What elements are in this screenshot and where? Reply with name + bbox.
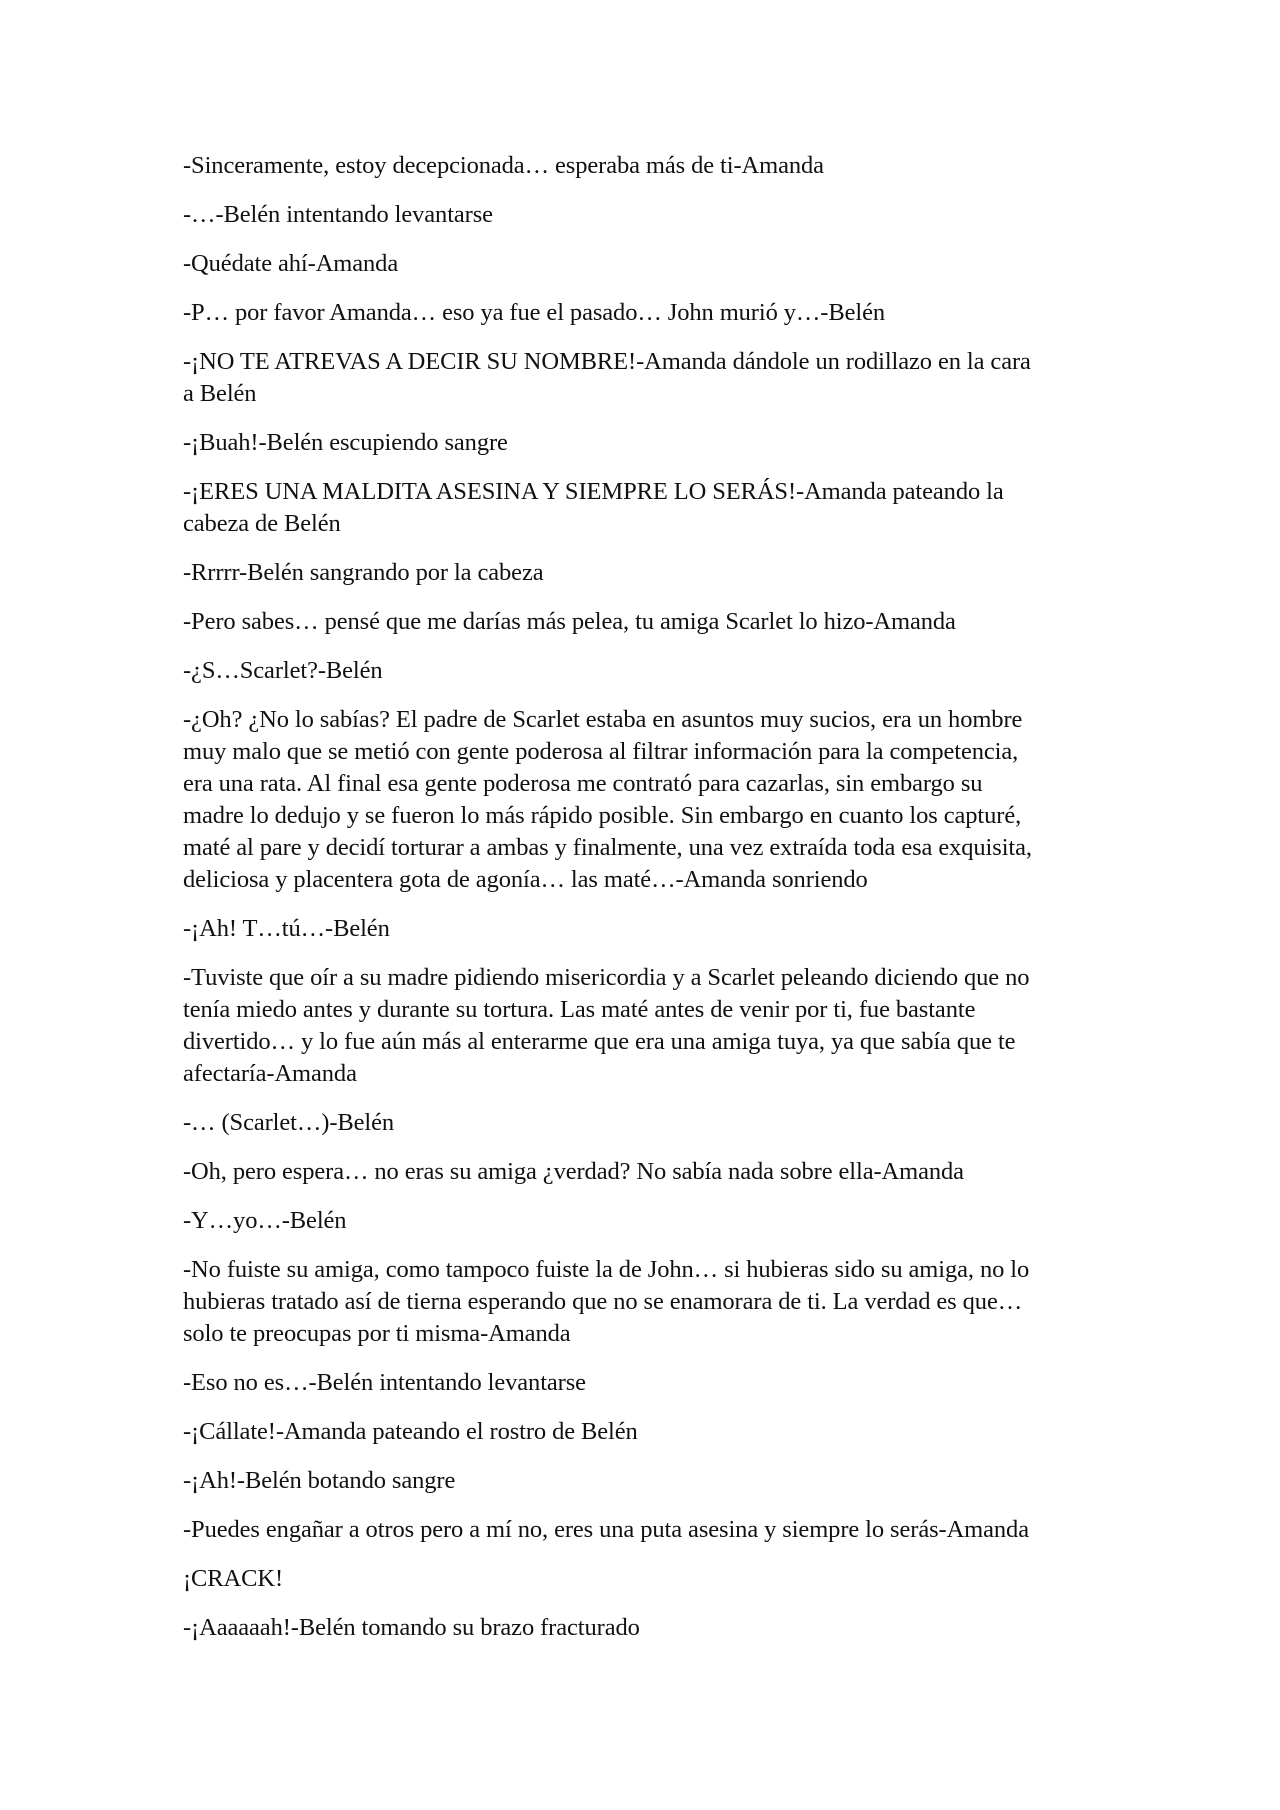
dialogue-paragraph (183, 704, 1103, 896)
text-line: -¡Ah!-Belén botando sangre (183, 1467, 456, 1494)
text-line: hubieras tratado así de tierna esperando que no se enamorara de ti. La verdad es que… (183, 1288, 1023, 1315)
text-line: -¡Cállate!-Amanda pateando el rostro de Belén (183, 1418, 638, 1445)
text-line: -Quédate ahí-Amanda (183, 250, 399, 277)
text-line: -Tuviste que oír a su madre pidiendo misericordia y a Scarlet peleando diciendo que no (183, 964, 1030, 991)
dialogue-paragraph (183, 1465, 1103, 1497)
dialogue-paragraph (183, 606, 1103, 638)
dialogue-paragraph (183, 427, 1103, 459)
text-line: era una rata. Al final esa gente poderosa me contrató para cazarlas, sin embargo su (183, 770, 983, 797)
text-line: maté al pare y decidí torturar a ambas y finalmente, una vez extraída toda esa exquisita, (183, 834, 1032, 861)
text-line: -Puedes engañar a otros pero a mí no, eres una puta asesina y siempre lo serás-Amanda (183, 1516, 1029, 1543)
dialogue-paragraph (183, 150, 1103, 182)
text-line: -… (Scarlet…)-Belén (183, 1109, 395, 1136)
text-line: -¡Aaaaaah!-Belén tomando su brazo fracturado (183, 1614, 640, 1641)
dialogue-paragraph (183, 962, 1103, 1090)
dialogue-paragraph (183, 1254, 1103, 1350)
text-line: -Pero sabes… pensé que me darías más pelea, tu amiga Scarlet lo hizo-Amanda (183, 608, 956, 635)
dialogue-paragraph (183, 1367, 1103, 1399)
document-body (183, 150, 1103, 1661)
text-line: divertido… y lo fue aún más al enterarme que era una amiga tuya, ya que sabía que te (183, 1028, 1016, 1055)
dialogue-paragraph (183, 1107, 1103, 1139)
text-line: -¡Ah! T…tú…-Belén (183, 915, 390, 942)
dialogue-paragraph (183, 655, 1103, 687)
text-line: tenía miedo antes y durante su tortura. Las maté antes de venir por ti, fue bastante (183, 996, 976, 1023)
text-line: cabeza de Belén (183, 510, 341, 537)
text-line: -Y…yo…-Belén (183, 1207, 347, 1234)
dialogue-paragraph (183, 1612, 1103, 1644)
dialogue-paragraph (183, 297, 1103, 329)
text-line: -Oh, pero espera… no eras su amiga ¿verdad? No sabía nada sobre ella-Amanda (183, 1158, 964, 1185)
dialogue-paragraph (183, 1156, 1103, 1188)
text-line: deliciosa y placentera gota de agonía… las maté…-Amanda sonriendo (183, 866, 868, 893)
text-line: afectaría-Amanda (183, 1060, 357, 1087)
dialogue-paragraph (183, 913, 1103, 945)
dialogue-paragraph (183, 1205, 1103, 1237)
dialogue-paragraph (183, 1514, 1103, 1546)
text-line: madre lo dedujo y se fueron lo más rápido posible. Sin embargo en cuanto los capturé, (183, 802, 1022, 829)
dialogue-paragraph (183, 557, 1103, 589)
text-line: a Belén (183, 380, 257, 407)
dialogue-paragraph (183, 248, 1103, 280)
text-line: -Rrrrr-Belén sangrando por la cabeza (183, 559, 544, 586)
text-line: -¡Buah!-Belén escupiendo sangre (183, 429, 508, 456)
text-line: -Eso no es…-Belén intentando levantarse (183, 1369, 586, 1396)
text-line: -No fuiste su amiga, como tampoco fuiste la de John… si hubieras sido su amiga, no lo (183, 1256, 1030, 1283)
dialogue-paragraph (183, 346, 1103, 410)
dialogue-paragraph (183, 476, 1103, 540)
text-line: solo te preocupas por ti misma-Amanda (183, 1320, 571, 1347)
text-line: -¿S…Scarlet?-Belén (183, 657, 383, 684)
text-line: -Sinceramente, estoy decepcionada… esperaba más de ti-Amanda (183, 152, 824, 179)
dialogue-paragraph (183, 199, 1103, 231)
text-line: ¡CRACK! (183, 1565, 284, 1592)
text-line: -¡NO TE ATREVAS A DECIR SU NOMBRE!-Amanda dándole un rodillazo en la cara (183, 348, 1031, 375)
text-line: -P… por favor Amanda… eso ya fue el pasado… John murió y…-Belén (183, 299, 885, 326)
dialogue-paragraph (183, 1416, 1103, 1448)
dialogue-paragraph (183, 1563, 1103, 1595)
text-line: -¡ERES UNA MALDITA ASESINA Y SIEMPRE LO SERÁS!-Amanda pateando la (183, 478, 1004, 505)
text-line: muy malo que se metió con gente poderosa al filtrar información para la competencia, (183, 738, 1019, 765)
text-line: -…-Belén intentando levantarse (183, 201, 493, 228)
text-line: -¿Oh? ¿No lo sabías? El padre de Scarlet estaba en asuntos muy sucios, era un hombre (183, 706, 1023, 733)
